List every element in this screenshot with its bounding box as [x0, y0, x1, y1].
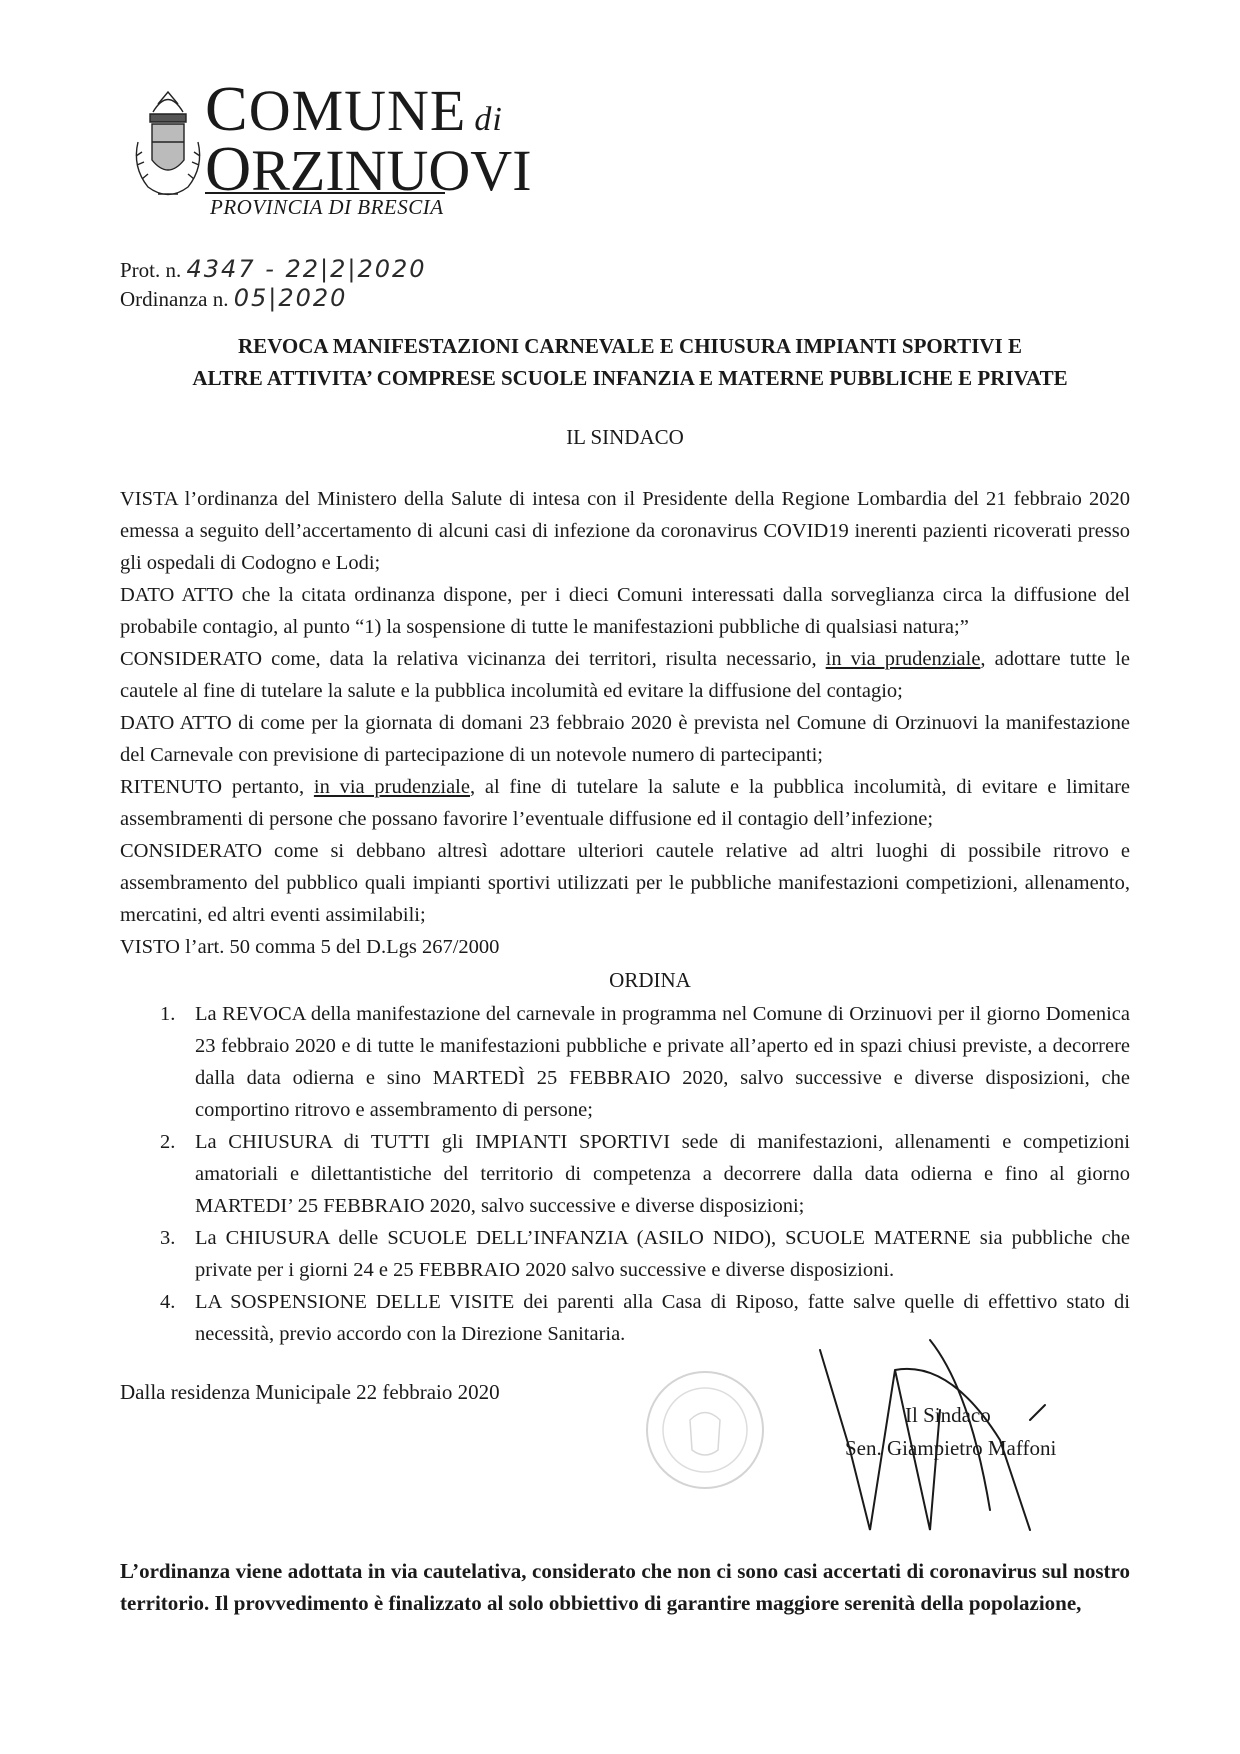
official-stamp-icon [640, 1365, 770, 1495]
paragraph-dato-atto-2: DATO ATTO di come per la giornata di domani 23 febbraio 2020 è prevista nel Comune di Orzinuovi la manifestazione del Carnevale con previsione di partecipazione di un notevole numero di partecipanti; [120, 712, 1130, 766]
order-item [150, 1222, 1130, 1286]
order-text: La CHIUSURA delle SCUOLE DELL’INFANZIA (ASILO NIDO), SCUOLE MATERNE sia pubbliche che private per i giorni 24 e 25 FEBBRAIO 2020 salvo successive e diverse disposizioni. [195, 1227, 1130, 1281]
orzinuovi-initial: O [205, 133, 252, 204]
comune-word: OMUNE [248, 78, 467, 143]
header-rule [205, 192, 445, 194]
paragraph-ritenuto [120, 771, 1130, 835]
order-text: La REVOCA della manifestazione del carnevale in programma nel Comune di Orzinuovi per il giorno Domenica 23 febbraio 2020 e di tutte le manifestazioni pubbliche e private all’aperto ed in spazi chiusi previste, a decorrere dalla data odierna e sino MARTEDÌ 25 FEBBRAIO 2020, salvo successive e diverse disposizioni, che comportino ritrovo e assembramento di persone; [195, 1003, 1130, 1121]
orders-list [150, 998, 1130, 1350]
orzinuovi-word: RZINUOVI [251, 138, 532, 203]
protocol-block [120, 255, 427, 313]
ordinanza-line [120, 284, 427, 313]
date-line: Dalla residenza Municipale 22 febbraio 2020 [120, 1380, 500, 1404]
ordinance-title [150, 330, 1110, 394]
comune-di: di [474, 101, 503, 138]
underlined-text: in via prudenziale [825, 648, 981, 670]
ordinanza-value: 05|2020 [233, 284, 348, 312]
paragraph-vista: VISTA l’ordinanza del Ministero della Salute di intesa con il Presidente della Regione Lombardia del 21 febbraio 2020 emessa a seguito dell’accertamento di alcuni casi di infezione da coronavirus COVID19 inerenti pazienti ricoverati presso gli ospedali di Codogno e Lodi; [120, 488, 1130, 574]
signature-title: Il Sindaco [905, 1403, 991, 1427]
paragraph-considerato [120, 643, 1130, 707]
text-span: RITENUTO pertanto, [120, 776, 314, 798]
comune-initial: C [205, 73, 249, 144]
ordina-heading: ORDINA [609, 968, 691, 992]
order-number: 3. [160, 1227, 176, 1249]
order-number: 1. [160, 1003, 176, 1025]
text-span: , al fine di tutelare la salute e la pubblica incolumità, di evitare e limitare assembramenti di persone che possano favorire l’eventuale diffusione ed il contagio dell’infezione; [120, 776, 1131, 830]
order-text: LA SOSPENSIONE DELLE VISITE dei parenti alla Casa di Riposo, fatte salve quelle di effettivo stato di necessità, previo accordo con la Direzione Sanitaria. [195, 1291, 1130, 1345]
municipal-crest-icon [128, 82, 208, 212]
text-span: , adottare tutte le cautele al fine di tutelare la salute e la pubblica incolumità ed evitare la diffusione del contagio; [120, 648, 1130, 702]
handwritten-signature-icon [800, 1330, 1080, 1540]
prot-value: 4347 - 22|2|2020 [186, 255, 427, 283]
order-text: La CHIUSURA di TUTTI gli IMPIANTI SPORTIVI sede di manifestazioni, allenamenti e competizioni amatoriali e dilettantistiche del territorio di competenza a decorrere dalla data odierna e fino al giorno MARTEDI’ 25 FEBBRAIO 2020, salvo successive e diverse disposizioni; [195, 1131, 1130, 1217]
order-item [150, 998, 1130, 1126]
preamble [120, 483, 1130, 963]
final-note: L’ordinanza viene adottata in via cautelativa, considerato che non ci sono casi accertati di coronavirus sul nostro territorio. Il provvedimento è finalizzato al solo obbiettivo di garantire maggiore serenità della popolazione, [120, 1559, 1130, 1615]
signature-name: Sen. Giampietro Maffoni [845, 1436, 1057, 1460]
prot-line [120, 255, 427, 284]
paragraph-visto: VISTO l’art. 50 comma 5 del D.Lgs 267/2000 [120, 936, 500, 958]
provincia-label: PROVINCIA DI BRESCIA [210, 195, 444, 219]
underlined-text: in via prudenziale [313, 776, 470, 798]
order-number: 2. [160, 1131, 176, 1153]
prot-label: Prot. n. [120, 258, 182, 282]
paragraph-considerato-2: CONSIDERATO come si debbano altresì adottare ulteriori cautele relative ad altri luoghi di possibile ritrovo e assembramento del pubblico quali impianti sportivi utilizzati per le pubbliche manifestazioni competizioni, allenamento, mercatini, ed altri eventi assimilabili; [120, 840, 1130, 926]
title-line-2: ALTRE ATTIVITA’ COMPRESE SCUOLE INFANZIA E MATERNE PUBBLICHE E PRIVATE [192, 366, 1068, 390]
paragraph-dato-atto: DATO ATTO che la citata ordinanza dispone, per i dieci Comuni interessati dalla sorveglianza circa la diffusione del probabile contagio, al punto “1) la sospensione di tutte le manifestazioni pubbliche di qualsiasi natura;” [120, 584, 1130, 638]
orzinuovi-heading [205, 133, 532, 204]
sindaco-heading: IL SINDACO [566, 425, 684, 449]
order-number: 4. [160, 1291, 176, 1313]
ordinanza-label: Ordinanza n. [120, 287, 229, 311]
order-item [150, 1126, 1130, 1222]
title-line-1: REVOCA MANIFESTAZIONI CARNEVALE E CHIUSURA IMPIANTI SPORTIVI E [238, 334, 1022, 358]
text-span: CONSIDERATO come, data la relativa vicinanza dei territori, risulta necessario, [120, 648, 826, 670]
